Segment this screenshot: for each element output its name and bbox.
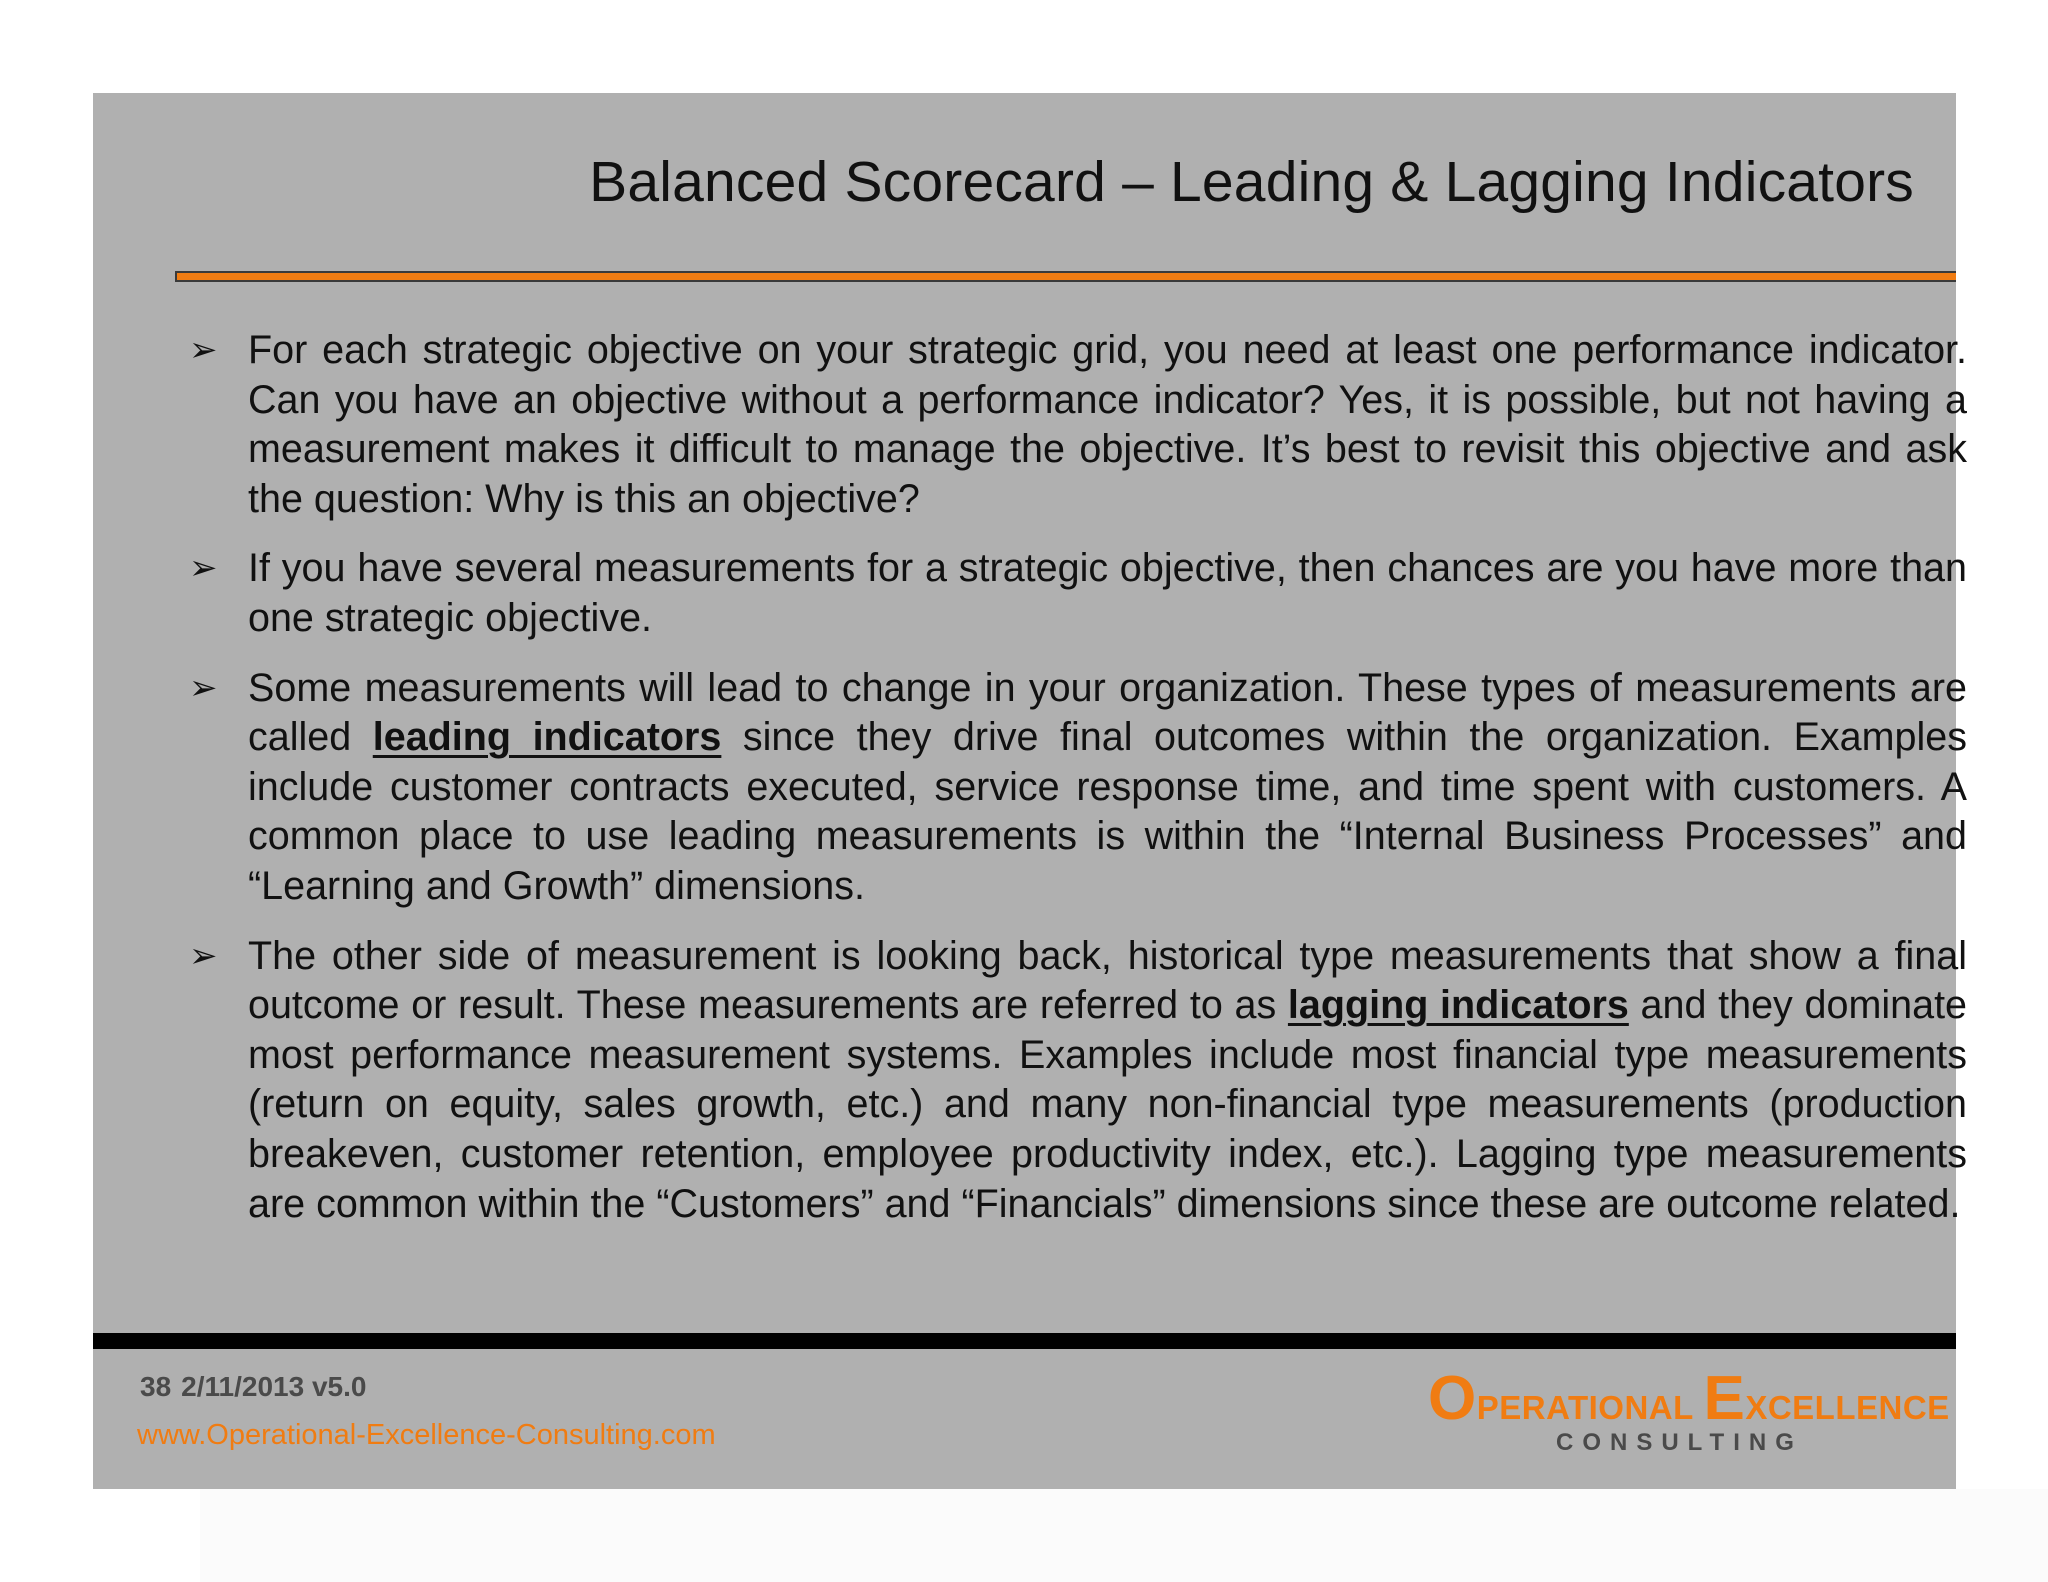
bullet-text-after: since they drive final outcomes within the organization. Examples include customer contracts executed, service response time, and time spent with customers. A common place to use leading measurements is within the “Internal Business Processes” and “Learning and Growth” dimensions. xyxy=(248,715,1968,908)
arrowhead-bullet-icon: ➢ xyxy=(189,548,218,589)
bullet-text: For each strategic objective on your strategic grid, you need at least one performance indicator. Can you have an objective without a performance indicator? Yes, it is possible, but not having a measurement makes it difficult to manage the objective. It’s best to revisit this objective and ask the question: Why is this an objective? xyxy=(248,328,1967,521)
page-number: 38 xyxy=(140,1371,172,1402)
title-underline xyxy=(175,271,1956,282)
bullet-text-before: Some measurements will lead to change in your organization. These types of measurements are called xyxy=(248,665,1967,760)
footer-divider xyxy=(93,1333,1956,1349)
bullet-list xyxy=(189,326,1967,1249)
logo-word-operational: OPERATIONAL xyxy=(1428,1364,1694,1433)
page-meta xyxy=(140,1371,366,1403)
website-url: www.Operational-Excellence-Consulting.com xyxy=(137,1419,716,1451)
arrowhead-bullet-icon: ➢ xyxy=(189,667,218,708)
bullet-item-several-measurements xyxy=(189,544,1967,643)
arrowhead-bullet-icon: ➢ xyxy=(189,935,218,976)
logo-subtitle: CONSULTING xyxy=(1556,1429,1803,1456)
page-shadow xyxy=(200,1489,2048,1582)
bullet-text: If you have several measurements for a strategic objective, then chances are you have more than one strategic objective. xyxy=(248,546,1967,640)
arrowhead-bullet-icon: ➢ xyxy=(189,330,218,370)
bullet-text-before: The other side of measurement is looking back, historical type measurements that show a final outcome or result. These measurements are referred to as xyxy=(248,933,1967,1028)
key-term-lagging-indicators: lagging indicators xyxy=(1287,983,1629,1028)
bullet-item-lagging-indicators xyxy=(189,932,1967,1230)
key-term-leading-indicators: leading indicators xyxy=(372,715,722,760)
company-logo xyxy=(1428,1363,1950,1463)
logo-wordmark xyxy=(1428,1363,1950,1434)
logo-word-excellence: EXCELLENCE xyxy=(1703,1364,1950,1433)
bullet-text-after: and they dominate most performance measurement systems. Examples include most financial type measurements (return on equity, sales growth, etc.) and many non-financial type measurements (production breakeven, customer retention, employee productivity index, etc.). Lagging type measurements are common within the “Customers” and “Financials” dimensions since these are outcome related. xyxy=(248,983,1968,1226)
slide xyxy=(93,93,1968,1489)
version-date: 2/11/2013 v5.0 xyxy=(181,1371,367,1402)
bullet-item-leading-indicators xyxy=(189,664,1967,912)
slide-title: Balanced Scorecard – Leading & Lagging Indicators xyxy=(589,150,1914,214)
bullet-item-objective-indicator xyxy=(189,326,1967,524)
